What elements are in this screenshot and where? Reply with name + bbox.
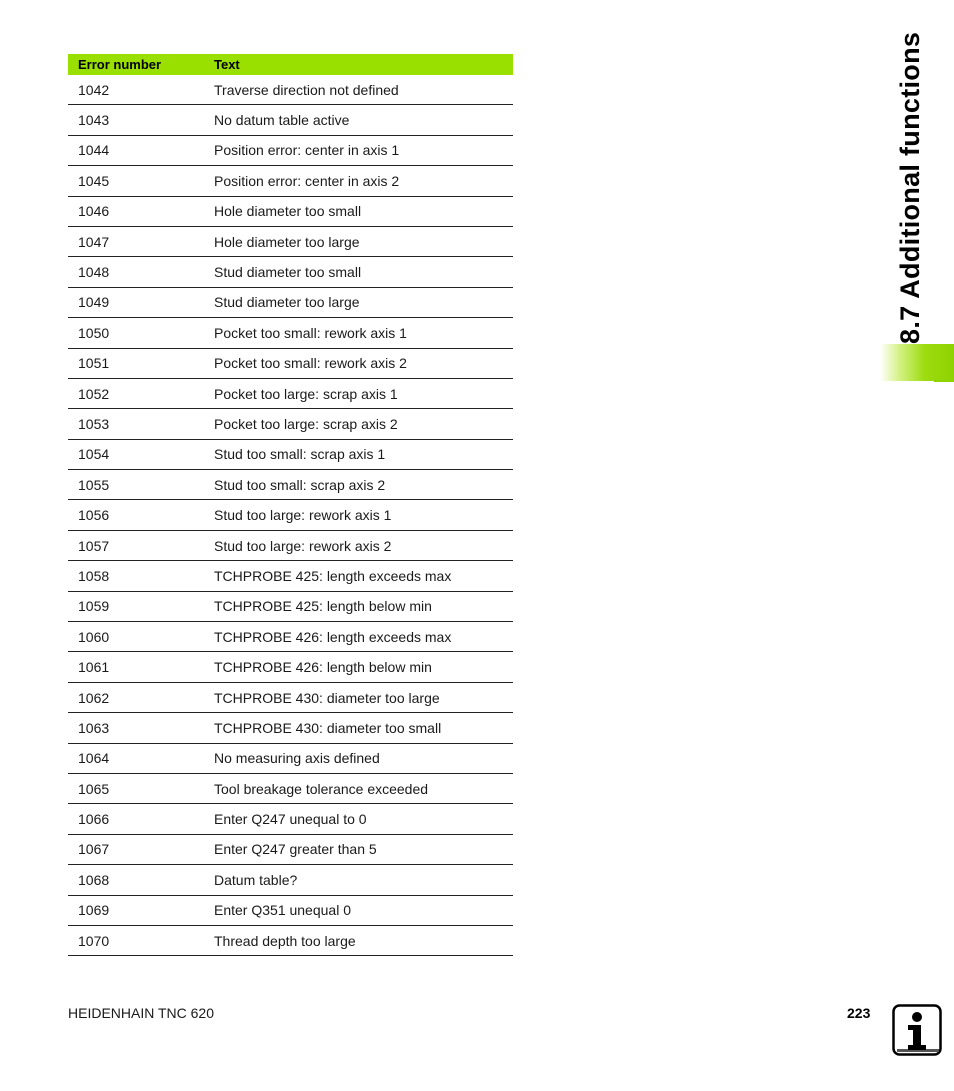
error-table (68, 54, 513, 956)
error-number-cell: 1042 (68, 75, 204, 105)
table-row (68, 348, 513, 378)
error-text-cell: Pocket too large: scrap axis 2 (204, 409, 513, 439)
error-number-cell: 1062 (68, 682, 204, 712)
chapter-tab-underline (934, 380, 954, 382)
error-number-cell: 1044 (68, 135, 204, 165)
error-number-cell: 1048 (68, 257, 204, 287)
table-row (68, 439, 513, 469)
table-row (68, 75, 513, 105)
error-text-cell: Pocket too small: rework axis 2 (204, 348, 513, 378)
error-number-cell: 1053 (68, 409, 204, 439)
column-header-text: Text (204, 54, 513, 75)
error-text-cell: Pocket too small: rework axis 1 (204, 318, 513, 348)
error-text-cell: Stud too small: scrap axis 1 (204, 439, 513, 469)
error-number-cell: 1060 (68, 622, 204, 652)
error-number-cell: 1063 (68, 713, 204, 743)
error-text-cell: Stud too large: rework axis 2 (204, 530, 513, 560)
table-row (68, 166, 513, 196)
table-row (68, 500, 513, 530)
table-row (68, 105, 513, 135)
error-number-cell: 1070 (68, 925, 204, 955)
table-row (68, 713, 513, 743)
table-row (68, 865, 513, 895)
error-text-cell: TCHPROBE 430: diameter too large (204, 682, 513, 712)
column-header-error-number: Error number (68, 54, 204, 75)
table-row (68, 895, 513, 925)
error-number-cell: 1064 (68, 743, 204, 773)
table-row (68, 226, 513, 256)
table-row (68, 561, 513, 591)
chapter-section-title: 8.7 Additional functions (895, 31, 925, 344)
table-row (68, 591, 513, 621)
error-number-cell: 1066 (68, 804, 204, 834)
error-text-cell: Traverse direction not defined (204, 75, 513, 105)
error-number-cell: 1061 (68, 652, 204, 682)
error-text-cell: Pocket too large: scrap axis 1 (204, 378, 513, 408)
chapter-tab-marker (880, 344, 954, 381)
table-row (68, 834, 513, 864)
error-number-cell: 1043 (68, 105, 204, 135)
info-icon (892, 1004, 942, 1056)
table-row (68, 196, 513, 226)
error-number-cell: 1054 (68, 439, 204, 469)
table-row (68, 287, 513, 317)
error-number-cell: 1047 (68, 226, 204, 256)
error-number-cell: 1045 (68, 166, 204, 196)
error-text-cell: Stud diameter too small (204, 257, 513, 287)
error-number-cell: 1052 (68, 378, 204, 408)
table-row (68, 470, 513, 500)
error-text-cell: Datum table? (204, 865, 513, 895)
error-number-cell: 1050 (68, 318, 204, 348)
error-text-cell: Hole diameter too small (204, 196, 513, 226)
error-text-cell: TCHPROBE 425: length below min (204, 591, 513, 621)
error-number-cell: 1068 (68, 865, 204, 895)
table-row (68, 773, 513, 803)
error-text-cell: Position error: center in axis 2 (204, 166, 513, 196)
table-row (68, 652, 513, 682)
error-text-cell: Enter Q247 greater than 5 (204, 834, 513, 864)
error-number-cell: 1046 (68, 196, 204, 226)
table-row (68, 622, 513, 652)
error-text-cell: Stud diameter too large (204, 287, 513, 317)
page-number: 223 (847, 1005, 871, 1021)
table-row (68, 743, 513, 773)
error-text-cell: Position error: center in axis 1 (204, 135, 513, 165)
table-row (68, 682, 513, 712)
error-text-cell: No datum table active (204, 105, 513, 135)
table-row (68, 804, 513, 834)
error-text-cell: Stud too large: rework axis 1 (204, 500, 513, 530)
error-number-cell: 1056 (68, 500, 204, 530)
error-number-cell: 1069 (68, 895, 204, 925)
table-body (68, 75, 513, 956)
error-number-cell: 1067 (68, 834, 204, 864)
error-text-cell: TCHPROBE 425: length exceeds max (204, 561, 513, 591)
error-text-cell: Hole diameter too large (204, 226, 513, 256)
table-row (68, 318, 513, 348)
error-text-cell: Thread depth too large (204, 925, 513, 955)
error-text-cell: Stud too small: scrap axis 2 (204, 470, 513, 500)
error-text-cell: No measuring axis defined (204, 743, 513, 773)
error-text-cell: Enter Q351 unequal 0 (204, 895, 513, 925)
error-number-cell: 1065 (68, 773, 204, 803)
error-number-cell: 1058 (68, 561, 204, 591)
error-text-cell: TCHPROBE 426: length exceeds max (204, 622, 513, 652)
error-number-cell: 1051 (68, 348, 204, 378)
error-number-cell: 1049 (68, 287, 204, 317)
error-text-cell: TCHPROBE 430: diameter too small (204, 713, 513, 743)
table-row (68, 530, 513, 560)
table-row (68, 409, 513, 439)
footer-product-name: HEIDENHAIN TNC 620 (68, 1005, 215, 1021)
error-number-cell: 1055 (68, 470, 204, 500)
table-row (68, 257, 513, 287)
error-number-cell: 1059 (68, 591, 204, 621)
error-text-cell: Tool breakage tolerance exceeded (204, 773, 513, 803)
error-text-cell: TCHPROBE 426: length below min (204, 652, 513, 682)
table-row (68, 378, 513, 408)
table-row (68, 135, 513, 165)
error-number-cell: 1057 (68, 530, 204, 560)
table-row (68, 925, 513, 955)
table-header-row (68, 54, 513, 75)
error-text-cell: Enter Q247 unequal to 0 (204, 804, 513, 834)
